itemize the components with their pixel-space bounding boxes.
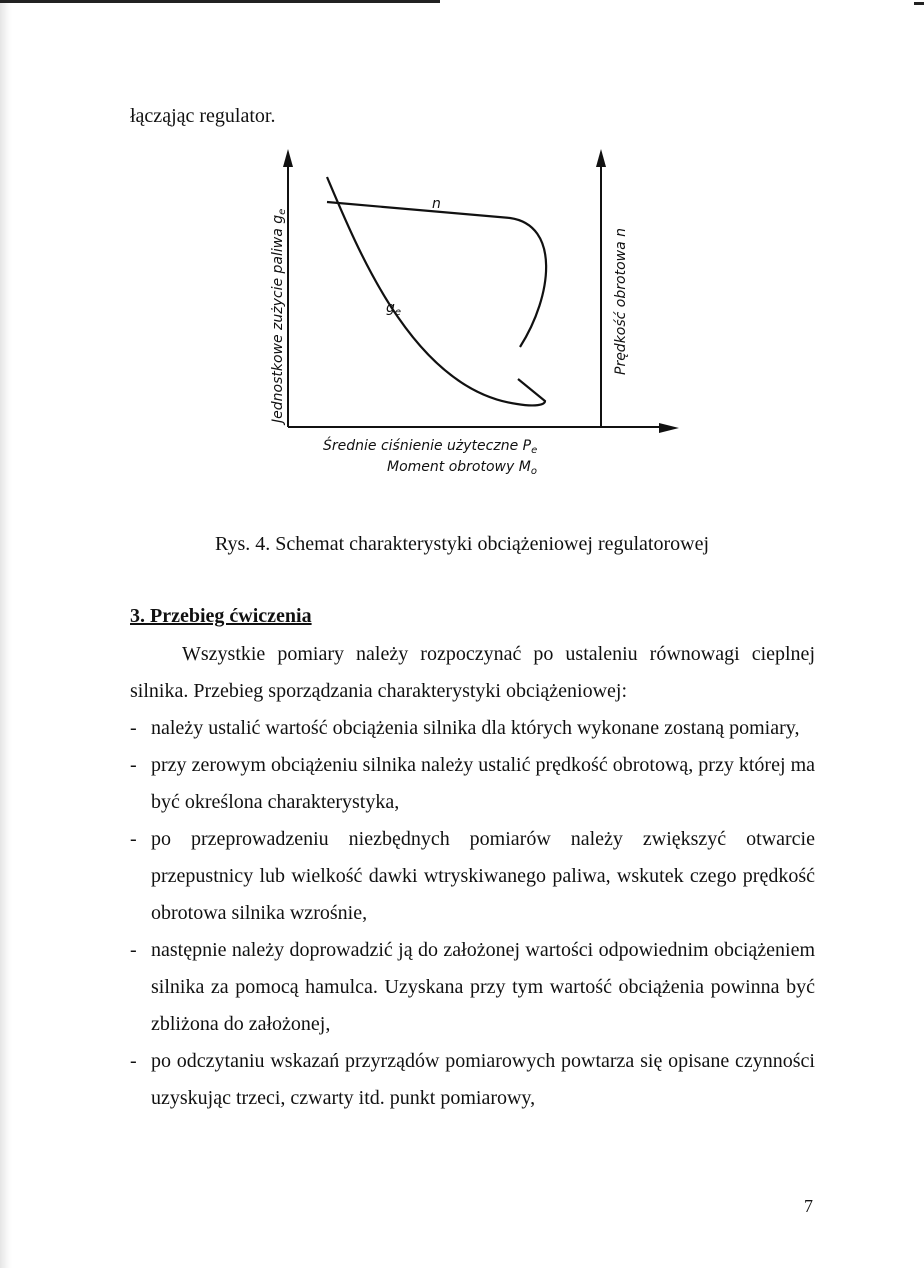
bullet-dash: - [130,717,137,739]
curve-ge-label: $g_e$ [386,300,402,318]
left-axis-label: Jednostkowe zużycie paliwa $g_e$ [270,208,288,423]
page-number: 7 [804,1196,813,1216]
list-item-text: należy ustalić wartość obciążenia silnika dla których wykonane zostaną pomiary, [151,717,800,739]
x-axis-arrow-icon [659,423,679,433]
curve-n-label: n [432,196,441,212]
section-heading: 3. Przebieg ćwiczenia [130,605,312,627]
x-axis-label-pressure: Średnie ciśnienie użyteczne $P_e$ [323,438,538,456]
bullet-dash: - [130,754,137,776]
right-axis-arrow-icon [596,149,606,167]
top-rule [0,0,440,3]
list-item [130,747,815,821]
list-item [130,821,815,932]
intro-line: łącząjąc regulator. [130,105,276,127]
list-item-text: przy zerowym obciążeniu silnika należy ustalić prędkość obrotową, przy której ma być określona charakterystyka, [151,754,815,813]
list-item [130,932,815,1043]
list-item-text: następnie należy doprowadzić ją do założonej wartości odpowiednim obciążeniem silnika za pomocą hamulca. Uzyskana przy tym wartość obciążenia powinna być zbliżona do założonej, [151,939,815,1035]
x-axis-label-torque: Moment obrotowy $M_o$ [387,459,537,477]
figure-load-characteristic [255,145,695,490]
section-body [130,636,815,1117]
list-item [130,710,815,747]
top-rule-mark [914,2,924,5]
figure-svg [255,145,695,490]
figure-caption: Rys. 4. Schemat charakterystyki obciążeniowej regulatorowej [214,533,710,555]
curve-n [327,202,546,347]
right-axis-label: Prędkość obrotowa n [613,228,629,375]
left-axis-arrow-icon [283,149,293,167]
list-item-text: po przeprowadzeniu niezbędnych pomiarów należy zwiększyć otwarcie przepustnicy lub wielkość dawki wtryskiwanego paliwa, wskutek czego prędkość obrotowa silnika wzrośnie, [151,828,815,924]
scan-edge-shadow [0,0,12,1268]
bullet-dash: - [130,1050,137,1072]
list-item [130,1043,815,1117]
intro-paragraph: Wszystkie pomiary należy rozpoczynać po ustaleniu równowagi cieplnej silnika. Przebieg sporządzania charakterystyki obciążeniowej: [130,643,815,702]
list-item-text: po odczytaniu wskazań przyrządów pomiarowych powtarza się opisane czynności uzyskując trzeci, czwarty itd. punkt pomiarowy, [151,1050,815,1109]
steps-list [130,710,815,1117]
bullet-dash: - [130,939,137,961]
bullet-dash: - [130,828,137,850]
